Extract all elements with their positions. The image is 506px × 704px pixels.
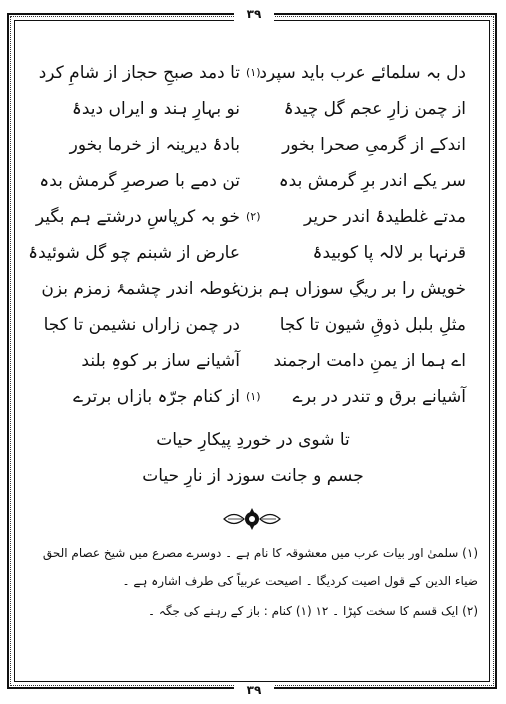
- page-number-bottom: ۳۹: [234, 682, 274, 698]
- first-hemistich: قرنہا بر لالہ پا کوبیدۂ: [312, 243, 466, 263]
- footnote-marker: (۱): [246, 66, 261, 79]
- page-number-top: ۳۹: [234, 6, 274, 22]
- first-hemistich: مثلِ بلبل ذوقِ شیون تا کجا: [279, 315, 466, 335]
- couplet-row: [40, 350, 466, 378]
- second-hemistich: عارض از شبنم چو گل شوئیدۂ: [28, 243, 240, 263]
- first-hemistich: از چمن زارِ عجم گل چیدۂ: [283, 99, 466, 119]
- second-hemistich: تن دمے با صرصرِ گرمش بدہ: [39, 171, 240, 191]
- second-hemistich: آشیانے ساز بر کوہِ بلند: [81, 351, 240, 371]
- first-hemistich: دل بہ سلمائے عرب باید سپرد: [259, 63, 466, 83]
- second-hemistich: غوطہ اندر چشمۂ زمزم بزن: [41, 279, 240, 299]
- couplet-row: [35, 206, 466, 234]
- couplet-row: [40, 170, 466, 198]
- couplet-row: [40, 386, 466, 414]
- footnote-marker: (۱): [246, 390, 261, 403]
- first-hemistich: مدتے غلطیدۂ اندر حریر: [304, 207, 466, 227]
- closing-verse-1: تا شوی در خوردِ پیکارِ حیات: [156, 430, 350, 450]
- first-hemistich: خویش را بر ریگِ سوزاں ہم بزن: [236, 279, 466, 299]
- first-hemistich: اندکے از گرمیِ صحرا بخور: [282, 135, 466, 155]
- footnote-1-line-2: ضیاء الدین کے قول اصیت کردیگا ۔ اصیحت عربیاً کی طرف اشارہ ہے ۔: [122, 574, 478, 588]
- couplet-row: [40, 98, 466, 126]
- second-hemistich: از کنام جرّہ بازاں برترے: [73, 387, 240, 407]
- closing-verse-2: جسم و جانت سوزد از نارِ حیات: [142, 466, 364, 486]
- couplet-row: [40, 134, 466, 162]
- footnote-2: (۲) ایک قسم کا سخت کپڑا ۔ ۱۲ (۱) کنام : باز کے رہنے کی جگہ ۔: [148, 604, 478, 618]
- second-hemistich: بادۂ دیرینہ از خرما بخور: [69, 135, 240, 155]
- first-hemistich: سر یکے اندر برِ گرمش بدہ: [278, 171, 466, 191]
- first-hemistich: اے ہما از یمنِ دامت ارجمند: [273, 351, 466, 371]
- footnote-marker: (۲): [246, 210, 261, 223]
- footnote-1-line-1: (۱) سلمیٰ اور بیات عرب میں معشوقہ کا نام ہے ۔ دوسرے مصرع میں شیخ عصام الحق: [42, 546, 478, 560]
- second-hemistich: نو بہارِ ہند و ایراں دیدۂ: [71, 99, 240, 119]
- second-hemistich: در چمن زاراں نشیمن تا کجا: [43, 315, 240, 335]
- floral-ornament-icon: [222, 506, 282, 532]
- couplet-row: [40, 314, 466, 342]
- couplet-row: [40, 62, 466, 90]
- second-hemistich: خو بہ کرپاسِ درشتے ہم بگیر: [35, 207, 240, 227]
- couplet-row: [28, 242, 466, 270]
- first-hemistich: آشیانے برق و تندر در برے: [292, 387, 466, 407]
- couplet-row: [40, 278, 466, 306]
- second-hemistich: تا دمد صبحِ حجاز از شامِ کرد: [38, 63, 240, 83]
